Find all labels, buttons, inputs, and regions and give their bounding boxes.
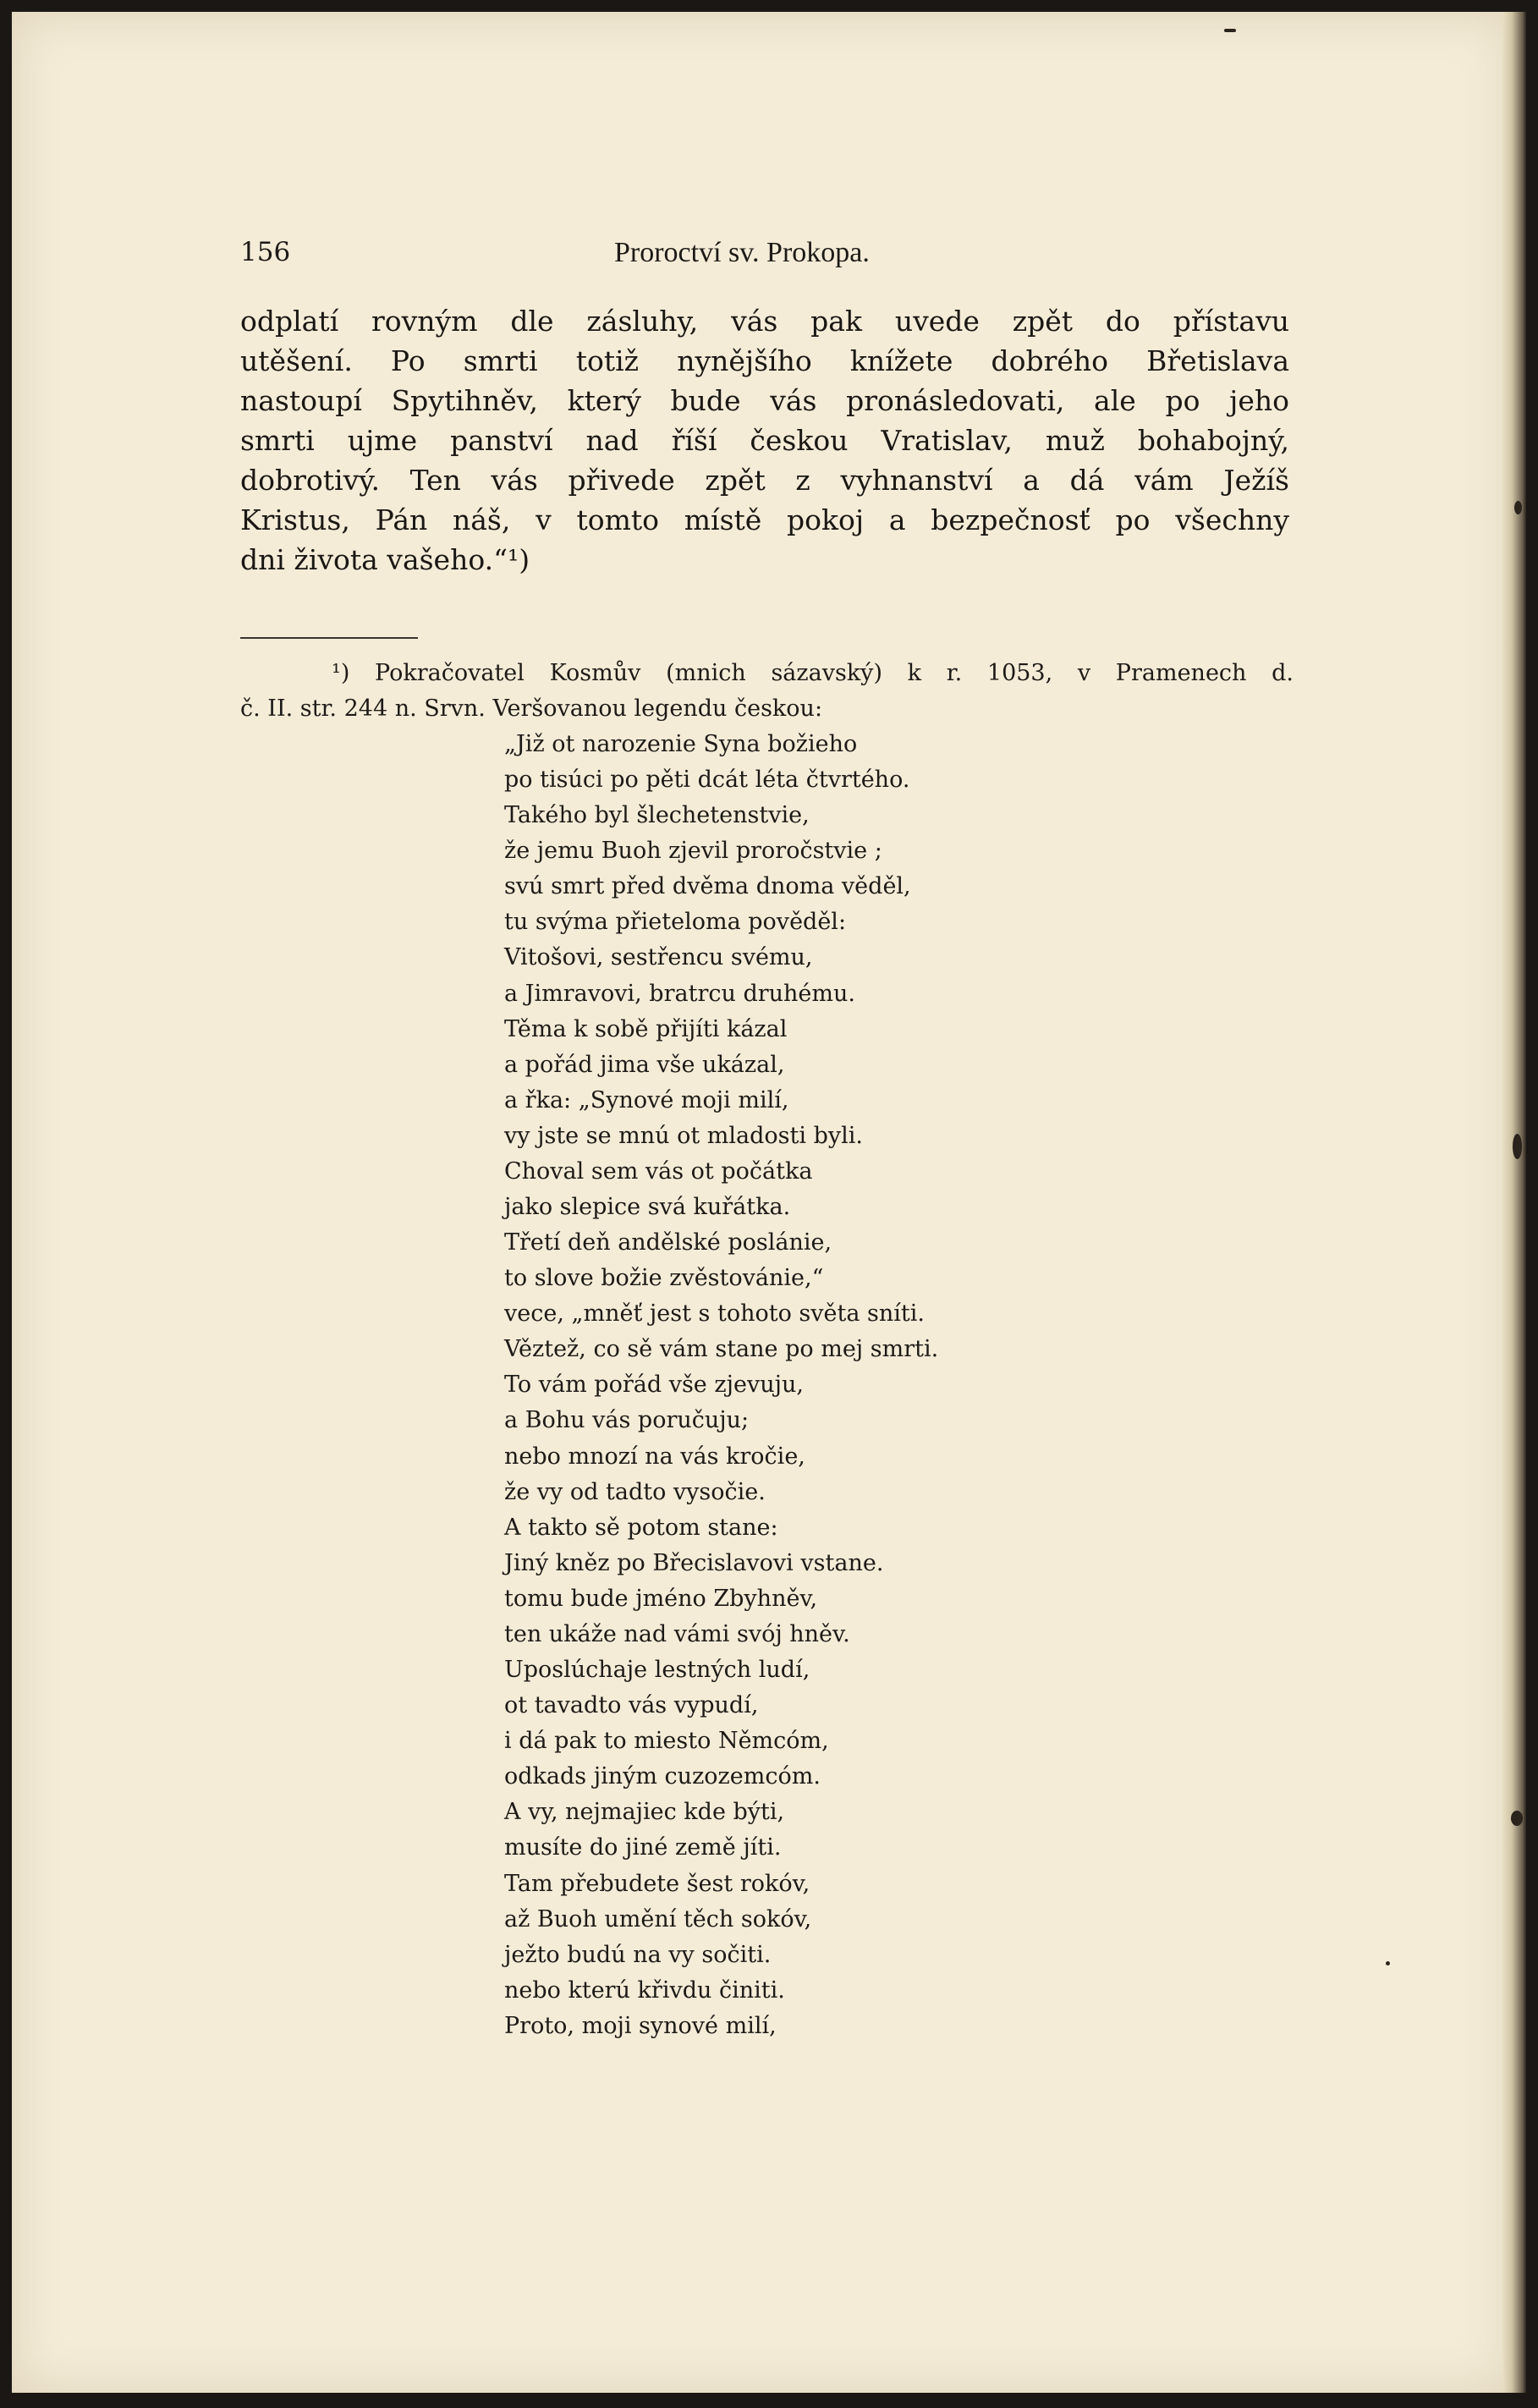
verse-line: Jiný kněz po Břecislavovi vstane. [504, 1549, 884, 1576]
verse-line: ježto budú na vy sočiti. [504, 1941, 772, 1968]
page-edge [1502, 12, 1526, 2393]
verse-line: vece, „mněť jest s tohoto světa sníti. [504, 1300, 925, 1328]
verse-line: Věztež, co sě vám stane po mej smrti. [504, 1336, 939, 1363]
verse-line: Takého byl šlechetenstvie, [504, 802, 810, 829]
verse-line: Vitošovi, sestřencu svému, [504, 944, 813, 971]
verse-line: ot tavadto vás vypudí, [504, 1692, 759, 1719]
footnote-line: č. II. str. 244 n. Srvn. Veršovanou legendu českou: [240, 695, 823, 722]
verse-line: Těma k sobě přijíti kázal [504, 1015, 788, 1042]
verse-line: vy jste se mnú ot mladosti byli. [504, 1122, 863, 1149]
verse-line: až Buoh umění těch sokóv, [504, 1905, 812, 1932]
text-line: Kristus, Pán náš, v tomto místě pokoj a bezpečnosť po všechny [240, 503, 1289, 536]
verse-line: A vy, nejmajiec kde býti, [504, 1799, 785, 1826]
verse-line: nebo kterú křivdu činiti. [504, 1976, 785, 2004]
footnote-line: ¹) Pokračovatel Kosmův (mnich sázavský) k r. 1053, v Pramenech d. [332, 660, 1294, 686]
verse-line: a řka: „Synové moji milí, [504, 1086, 789, 1113]
verse-line: že vy od tadto vysočie. [504, 1478, 766, 1505]
main-text [240, 301, 1289, 580]
ink-speck [1511, 1811, 1523, 1826]
verse-line: To vám pořád vše zjevuju, [504, 1372, 804, 1399]
running-title: Proroctví sv. Prokopa. [614, 237, 870, 268]
verse-line: jako slepice svá kuřátka. [504, 1194, 791, 1221]
verse-legend [504, 727, 1130, 2044]
verse-line: a Jimravovi, bratrcu druhému. [504, 980, 855, 1007]
verse-line: po tisúci po pěti dcát léta čtvrtého. [504, 767, 910, 794]
verse-line: Proto, moji synové milí, [504, 2012, 777, 2039]
text-line: nastoupí Spytihněv, který bude vás pronásledovati, ale po jeho [240, 384, 1289, 417]
verse-line: musíte do jiné země jíti. [504, 1834, 782, 1861]
verse-line: a Bohu vás poručuju; [504, 1407, 750, 1434]
page-header [240, 237, 1286, 274]
verse-line: ten ukáže nad vámi svój hněv. [504, 1620, 850, 1647]
verse-line: Třetí deň andělské poslánie, [504, 1229, 832, 1256]
text-line: dobrotivý. Ten vás přivede zpět z vyhnanství a dá vám Ježíš [240, 464, 1289, 497]
ink-speck [1224, 29, 1236, 32]
verse-line: i dá pak to miesto Němcóm, [504, 1728, 829, 1755]
verse-line: odkads jiným cuzozemcóm. [504, 1763, 821, 1790]
text-line: utěšení. Po smrti totiž nynějšího knížete dobrého Břetislava [240, 344, 1289, 377]
footnote-rule [240, 637, 418, 639]
verse-line: Tam přebudete šest rokóv, [504, 1870, 810, 1897]
verse-line: tu svýma přieteloma pověděl: [504, 909, 847, 936]
ink-speck [1514, 501, 1522, 514]
verse-line: „Již ot narozenie Syna božieho [504, 731, 858, 757]
verse-line: Uposlúchaje lestných ludí, [504, 1657, 810, 1684]
ink-speck [1386, 1961, 1390, 1965]
verse-line: nebo mnozí na vás kročie, [504, 1443, 805, 1470]
page-number: 156 [240, 237, 291, 267]
verse-line: to slove božie zvěstovánie,“ [504, 1265, 824, 1292]
text-line: dni života vašeho.“¹) [240, 543, 530, 576]
text-line: odplatí rovným dle zásluhy, vás pak uvede zpět do přístavu [240, 305, 1289, 338]
verse-line: Choval sem vás ot počátka [504, 1157, 813, 1185]
ink-speck [1513, 1134, 1522, 1159]
verse-line: že jemu Buoh zjevil proročstvie ; [504, 838, 882, 865]
verse-line: a pořád jima vše ukázal, [504, 1051, 785, 1078]
text-line: smrti ujme panství nad říší českou Vratislav, muž bohabojný, [240, 424, 1289, 457]
verse-line: tomu bude jméno Zbyhněv, [504, 1585, 818, 1612]
verse-line: A takto sě potom stane: [504, 1514, 778, 1541]
verse-line: svú smrt před dvěma dnoma věděl, [504, 873, 911, 900]
footnote [240, 656, 1294, 727]
